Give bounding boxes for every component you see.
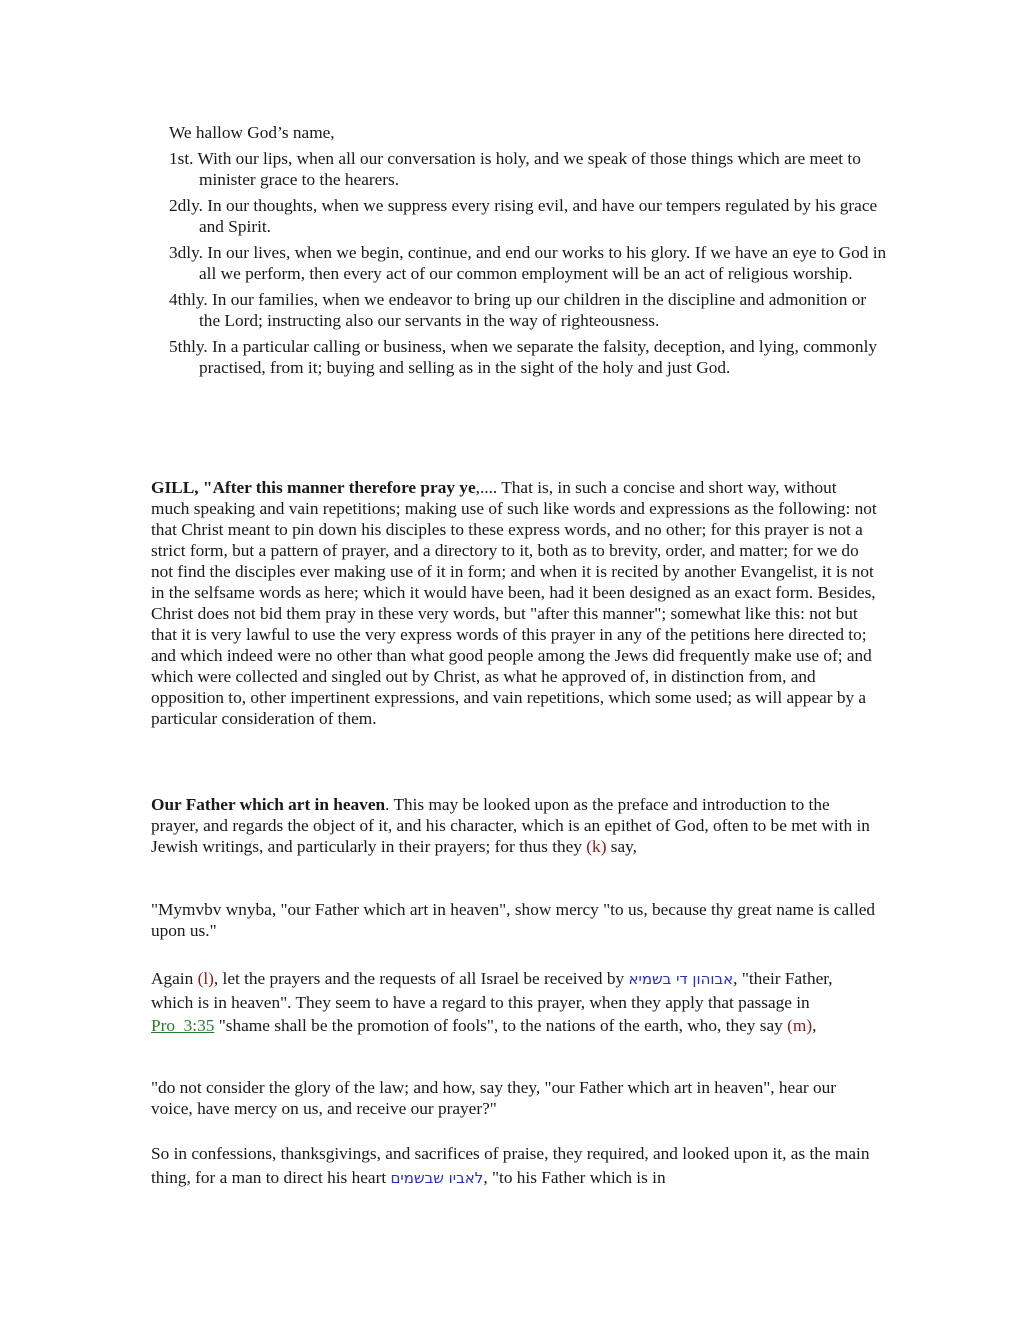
again-text-5: , — [812, 1016, 817, 1035]
hebrew-phrase: אבוהון די בשמיא — [628, 970, 734, 988]
scripture-link[interactable]: Pro_3:35 — [151, 1016, 215, 1035]
father-text: . This may be looked upon as the preface and introduction to the prayer, and regards the object of it, and his character, which is an epithet of God, often to be met with in Jewish writings, and particularly in their prayers; for thus they — [151, 795, 870, 856]
again-text-3: , "their Father, which is in heaven". They seem to have a regard to this prayer, when they apply that passage in — [151, 969, 833, 1012]
hallow-list — [169, 148, 889, 383]
confess-text-1: So in confessions, thanksgivings, and sacrifices of praise, they required, and looked upon it, as the main thing, for a man to direct his heart — [151, 1144, 870, 1187]
again-text-2: , let the prayers and the requests of all Israel be received by — [213, 969, 629, 988]
list-item: 2dly. In our thoughts, when we suppress every rising evil, and have our tempers regulated by his grace and Spirit. — [169, 196, 878, 236]
footnote-ref-l[interactable]: (l) — [197, 969, 214, 988]
quote-paragraph-2: "do not consider the glory of the law; and how, say they, "our Father which art in heaven", hear our voice, have mercy on us, and receive our prayer?" — [151, 1078, 837, 1118]
list-item: 3dly. In our lives, when we begin, continue, and end our works to his glory. If we have an eye to God in all we perform, then every act of our common employment will be an act of religious worship. — [169, 243, 887, 283]
list-item: 5thly. In a particular calling or business, when we separate the falsity, deception, and lying, commonly practised, from it; buying and selling as in the sight of the holy and just God. — [169, 337, 878, 377]
footnote-ref-k[interactable]: (k) — [586, 837, 607, 856]
again-text-1: Again — [151, 969, 198, 988]
gill-text: ,.... That is, in such a concise and short way, without much speaking and vain repetitions; making use of such like words and expressions as the following: not that Christ meant to pin down his disciples to these express words, and no other; for this prayer is not a strict form, but a pattern of prayer, and a directory to it, both as to brevity, order, and matter; for we do not find the disciples ever making use of it in form; and when it is recited by another Evangelist, it is not in the selfsame words as here; which it would have been, had it been designed as an exact form. Besides, Christ does not bid them pray in these very words, but "after this manner"; somewhat like this: not but that it is very lawful to use the very express words of this prayer in any of the petitions here directed to; and which indeed were no other than what good people among the Jews did frequently make use of; and which were collected and singled out by Christ, as what he approved of, in distinction from, and opposition to, other impertinent expressions, and vain repetitions, which some used; as will appear by a particular consideration of them. — [151, 478, 877, 728]
father-tail: say, — [606, 837, 638, 856]
quote-paragraph-1: "Mymvbv wnyba, "our Father which art in heaven", show mercy "to us, because thy great name is called upon us." — [151, 900, 876, 940]
intro-line: We hallow God’s name, — [169, 123, 335, 142]
hebrew-phrase: לאביו שבשמים — [390, 1169, 484, 1187]
gill-heading: GILL, "After this manner therefore pray ye — [151, 478, 476, 497]
father-heading: Our Father which art in heaven — [151, 795, 386, 814]
again-text-4: "shame shall be the promotion of fools", to the nations of the earth, who, they say — [214, 1016, 788, 1035]
list-item: 4thly. In our families, when we endeavor to bring up our children in the discipline and admonition or the Lord; instructing also our servants in the way of righteousness. — [169, 290, 867, 330]
confess-paragraph — [151, 1142, 877, 1190]
confess-text-2: , "to his Father which is in — [483, 1168, 666, 1187]
list-item: 1st. With our lips, when all our conversation is holy, and we speak of those things which are meet to minister grace to the hearers. — [169, 149, 861, 189]
gill-paragraph — [151, 477, 877, 729]
footnote-ref-m[interactable]: (m) — [787, 1016, 813, 1035]
father-paragraph — [151, 794, 877, 857]
again-paragraph — [151, 967, 877, 1037]
